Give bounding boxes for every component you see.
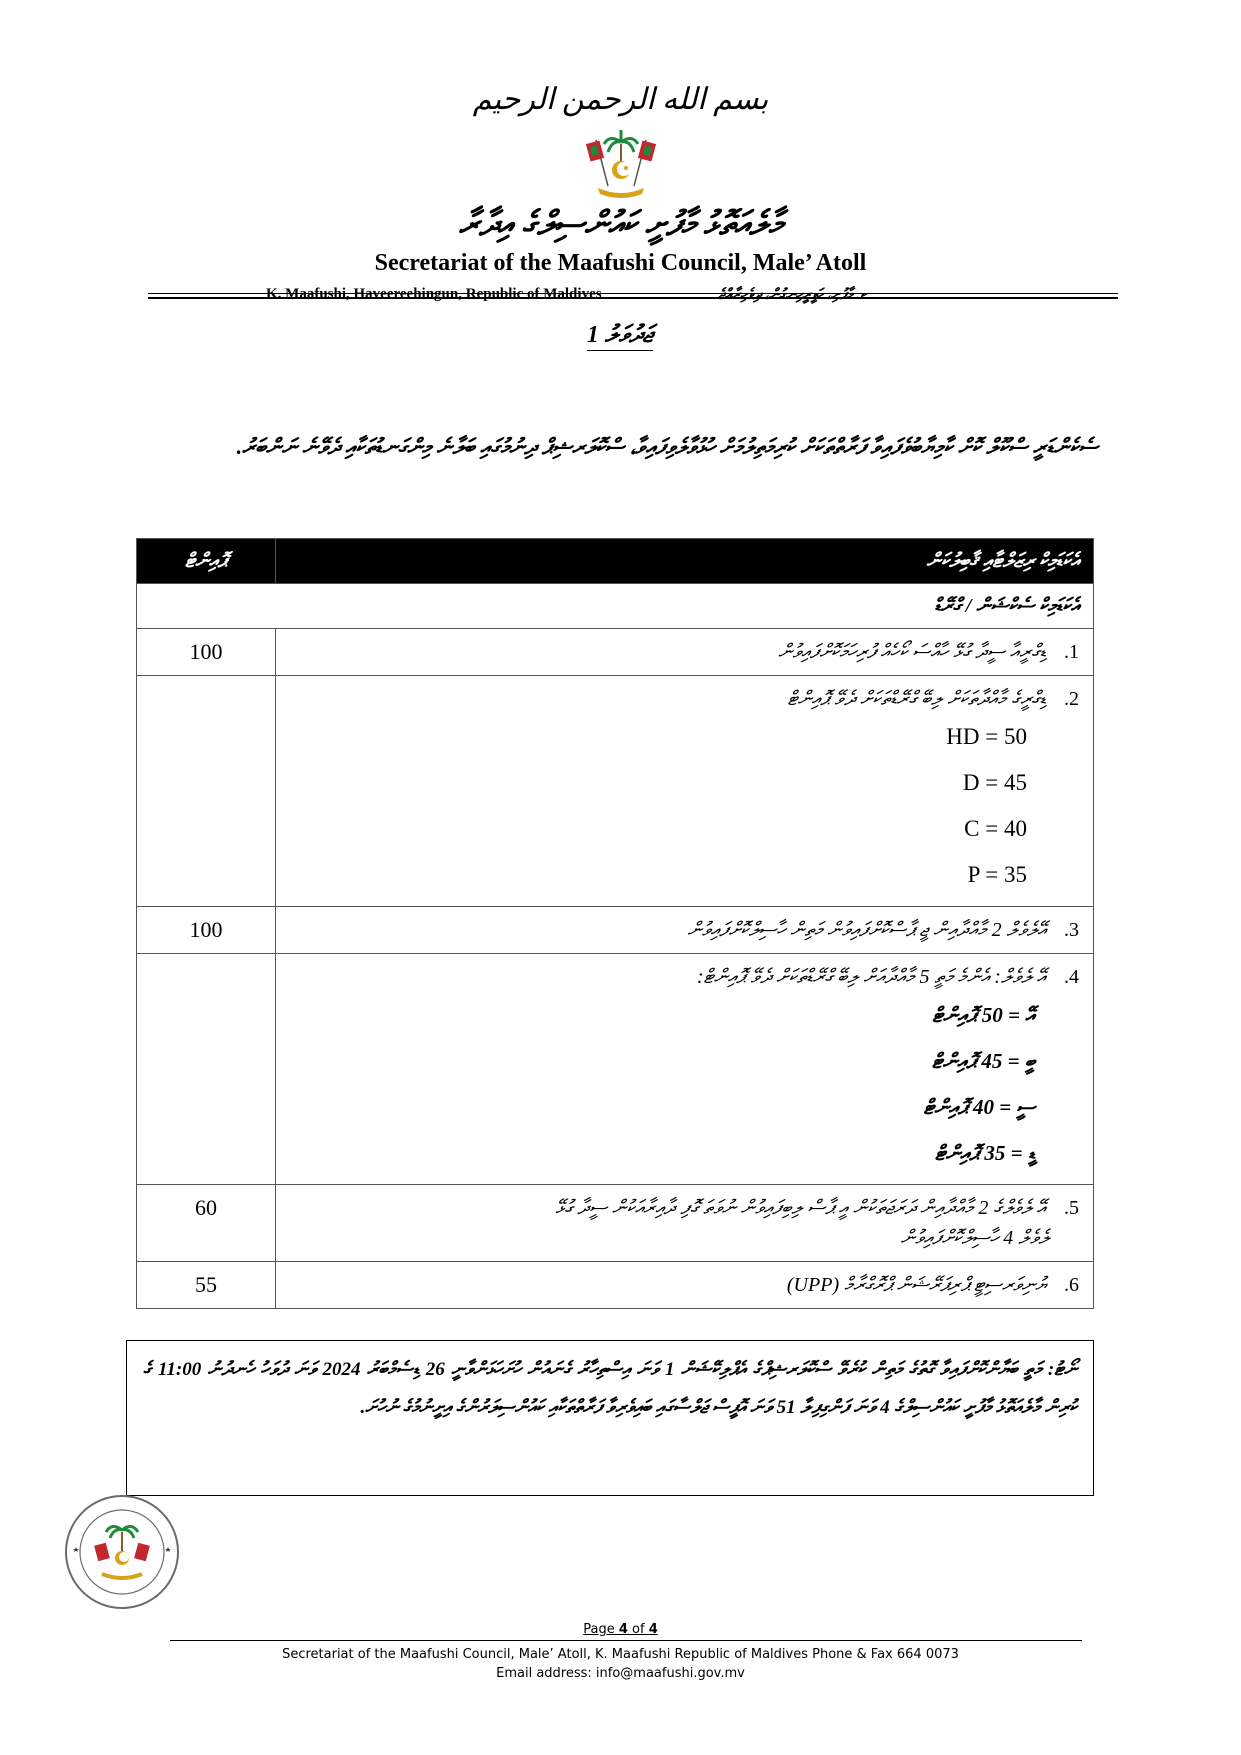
table-row — [137, 954, 1094, 1185]
footer-address: Secretariat of the Maafushi Council, Male’ Atoll, K. Maafushi Republic of Maldives Phone & Fax 664 0073 — [282, 1647, 959, 1662]
criterion-text: އޭލެވެލް 2 މާއްދާއިން ޖީ ޕާސްކޮށްފައިވުން މަތިން ހާސިލްކޮށްފައިވުން — [687, 919, 1046, 941]
note-box — [126, 1340, 1094, 1496]
grade-line: ސީ = 40 ޕޮއިންޓް — [923, 1095, 1035, 1119]
column-header-marks: ޕޮއިންޓް — [137, 539, 276, 584]
grade-line: C = 40 — [964, 816, 1027, 841]
criterion-text: އޭ ލެވެލްގެ 2 މާއްދާއިން ދަރަޖަތަކުން އީ ޕާސް ލިބިފައިވުން ނުވަތަ ގޮފި ދާއިރާއަކުން ސީދާ ގުޅޭ — [555, 1197, 1046, 1219]
row-number: 1. — [1064, 641, 1079, 663]
marks-cell: 55 — [137, 1262, 276, 1309]
row-number: 5. — [1064, 1197, 1079, 1219]
criterion-cell — [276, 954, 1094, 1185]
address-row — [0, 282, 1241, 308]
address-english: K. Maafushi, Haveereehingun, Republic of Maldives — [266, 286, 602, 302]
table-row — [137, 1262, 1094, 1309]
footer-email: Email address: info@maafushi.gov.mv — [496, 1666, 745, 1681]
grade-line: HD = 50 — [946, 724, 1027, 749]
criterion-text: އޭ ލެވެލް: އެންމެ މަތީ 5 މާއްދާއަށް ލިބޭ ގްރޭޑްތަކަށް ދެވޭ ޕޮއިންޓް: — [696, 966, 1046, 988]
row-number: 4. — [1064, 966, 1079, 988]
group-label: އެކަޑަމިކް ސެކްޝަން / ގްރޭޑް — [137, 584, 1094, 629]
criterion-cell — [276, 1185, 1094, 1262]
marks-cell — [137, 676, 276, 907]
column-header-criteria: އެކަޑަމިކް ރިޒަލްޓާއި ޤާބިލުކަން — [276, 539, 1094, 584]
table-row — [137, 1185, 1094, 1262]
criterion-cell — [276, 676, 1094, 907]
criterion-text-continued: ލެވެލް 4 ހާސިލްކޮށްފައިވުން — [900, 1227, 1049, 1249]
table-row — [137, 907, 1094, 954]
grade-line: P = 35 — [967, 862, 1027, 887]
row-number: 3. — [1064, 919, 1079, 941]
marks-cell: 100 — [137, 907, 276, 954]
page-number: Page 4 of 4 — [583, 1622, 658, 1637]
council-seal-stamp — [62, 1492, 182, 1612]
grade-line: ޑީ = 35 ޕޮއިންޓް — [934, 1141, 1035, 1165]
criterion-cell — [276, 629, 1094, 676]
header-rule-thick — [148, 297, 1118, 299]
grade-line: D = 45 — [962, 770, 1027, 795]
criteria-table — [136, 538, 1094, 1309]
note-text: ނޯޓު: މަތީ ބަޔާންކޮށްފައިވާ ގޮތުގެ މަތިން ކުރެވޭ ސްކޮލަރޝިޕްގެ އެޕްލިކޭޝަން 1 ވަނަ އިސްތިހާރު ގެނައުން ހުށަހަޅަންވާނީ 26 ޑިސެމްބަރު 2024 ވަނަ ދުވަހު ހެނދުނު 11:00 ގެ ކުރިން މާލެއަތޮޅު މާފުށީ ކައުންސިލްގެ 4 ވަނަ ފަންގިފިލާ 51 ވަނަ އޮފީސް ޖަލްސާގައި ބައިވެރިވާ ފަރާތްތަކާއި ކައުންސިލަރުންގެ އިށީނުމުގެ ނުހުށަ. — [143, 1359, 1077, 1418]
criterion-cell — [276, 907, 1094, 954]
header-rule-thin — [148, 293, 1118, 294]
criterion-cell — [276, 1262, 1094, 1309]
criterion-text: ޔުނިވަރސިޓީ ޕްރިޕަރޭޝަން ޕްރޮގްރާމް (UPP) — [786, 1274, 1046, 1296]
table-row — [137, 629, 1094, 676]
annex-title: ޖަދުވަލު 1 — [540, 322, 700, 349]
address-dhivehi: ކ. މާފުށި، ހަވީރީހިނގުން، ދިވެހިރާއްޖެ — [718, 287, 867, 303]
row-number: 2. — [1064, 688, 1079, 710]
table-header-row — [137, 539, 1094, 584]
row-number: 6. — [1064, 1274, 1079, 1296]
table-row — [137, 676, 1094, 907]
bismillah-calligraphy: بسم الله الرحمن الرحيم — [472, 83, 769, 116]
marks-cell — [137, 954, 276, 1185]
footer-rule — [170, 1640, 1082, 1641]
grade-line: އޭ = 50 ޕޮއިންޓް — [932, 1003, 1035, 1027]
english-title: Secretariat of the Maafushi Council, Male’ Atoll — [374, 250, 867, 276]
marks-cell: 60 — [137, 1185, 276, 1262]
dhivehi-title: މާލެއަތޮޅު މާފުށީ ކައުންސިލްގެ އިދާރާ — [458, 206, 783, 243]
group-row — [137, 584, 1094, 629]
grade-line: ބީ = 45 ޕޮއިންޓް — [931, 1049, 1035, 1073]
national-emblem-icon — [576, 126, 666, 200]
footer-contact — [0, 1645, 1241, 1683]
intro-paragraph: ސެކެންޑަރީ ސްކޫލް ކޮށް ކާމިޔާބުވެފައިވާ ފަރާތްތަކަށް ކުރިމަތިލުމަށް ހުޅުވާލެވިފައިވާ، ސްކޮލަރޝިޕް ދިނުމުގައި ބަލާނެ މިންގަނޑުތަކާއި ދެވޭނެ ނަންބަރު. — [236, 434, 1098, 459]
marks-cell: 100 — [137, 629, 276, 676]
criterion-text: ޑިގްރީއާ ސީދާ ގުޅޭ ހާއްސަ ކޯހެއް ފުރިހަމަކޮށްފައިވުން — [778, 641, 1046, 663]
letterhead — [0, 80, 1241, 308]
criterion-text: ޑިގްރީގެ މާއްދާތަކަށް ލިބޭ ގްރޭޑްތަކަށް ދެވޭ ޕޮއިންޓް — [787, 688, 1046, 710]
